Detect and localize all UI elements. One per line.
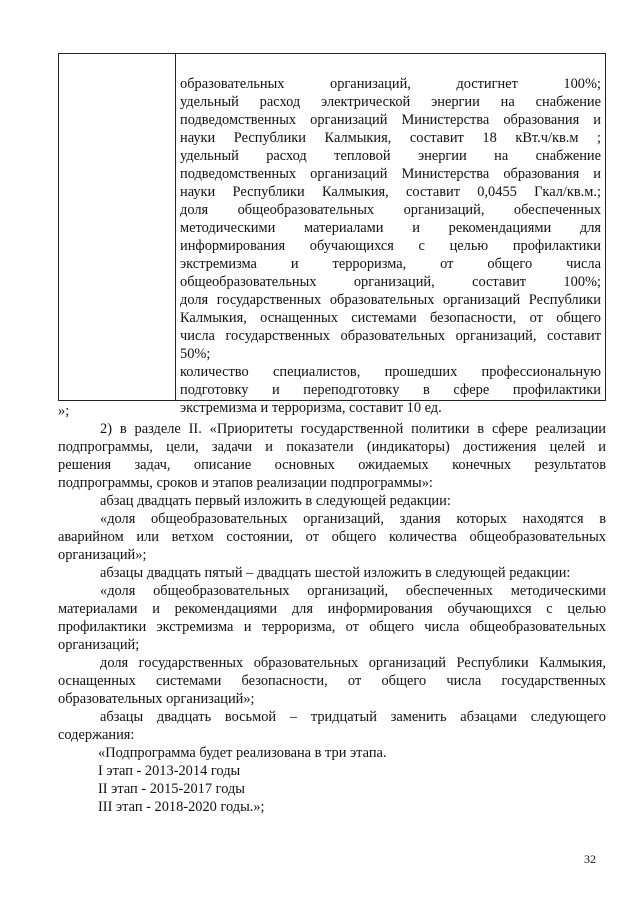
table-line: образовательных организаций, достигнет 100%; <box>180 76 601 92</box>
stages-intro: «Подпрограмма будет реализована в три этапа. <box>98 745 387 761</box>
table-line: количество специалистов, прошедших профессиональную <box>180 364 601 380</box>
table-indicators-cell <box>180 75 601 417</box>
paragraph-line: содержания: <box>58 727 135 743</box>
table-line: методическими материалами и рекомендациями для <box>180 220 601 236</box>
paragraph-25-26-instruction: абзацы двадцать пятый – двадцать шестой изложить в следующей редакции: <box>100 565 571 581</box>
table-line: науки Республики Калмыкия, составит 0,0455 Гкал/кв.м.; <box>180 184 601 200</box>
table-line: подготовку и переподготовку в сфере профилактики <box>180 382 601 398</box>
paragraph-line: материалами и рекомендациями для информирования обучающихся с целью <box>58 601 606 617</box>
page-number: 32 <box>584 852 596 866</box>
stages-list <box>58 762 606 816</box>
section-2-line: 2) в разделе II. «Приоритеты государственной политики в сфере реализации <box>100 421 606 437</box>
table-line: удельный расход электрической энергии на снабжение <box>180 94 601 110</box>
table-line: доля государственных образовательных организаций Республики <box>180 292 601 308</box>
section-2-paragraph <box>58 420 606 492</box>
paragraph-line: организаций»; <box>58 547 147 563</box>
quote-closer: »; <box>58 403 70 419</box>
section-2-line: решения задач, описание основных ожидаемых конечных результатов <box>58 457 606 473</box>
stage-item: III этап - 2018-2020 годы.»; <box>98 799 265 815</box>
paragraph-line: доля государственных образовательных организаций Республики Калмыкия, <box>100 655 606 671</box>
stage-item: I этап - 2013-2014 годы <box>98 763 241 779</box>
table-line: информирования обучающихся с целью профилактики <box>180 238 601 254</box>
table-line: 50%; <box>180 346 211 362</box>
paragraph-line: абзацы двадцать восьмой – тридцатый заменить абзацами следующего <box>100 709 606 725</box>
table-line: удельный расход тепловой энергии на снабжение <box>180 148 601 164</box>
paragraph-line: аварийном или ветхом состоянии, от общего количества общеобразовательных <box>58 529 606 545</box>
paragraph-line: «доля общеобразовательных организаций, обеспеченных методическими <box>100 583 606 599</box>
table-line: общеобразовательных организаций, составит 100%; <box>180 274 601 290</box>
paragraph-28-30-instruction <box>58 708 606 744</box>
paragraph-line: образовательных организаций»; <box>58 691 255 707</box>
table-line: числа государственных образовательных организаций, составит <box>180 328 601 344</box>
table-line: экстремизма и терроризма, от общего числа <box>180 256 601 272</box>
document-body <box>58 402 606 816</box>
indicators-table <box>58 53 606 416</box>
paragraph-line: оснащенных системами безопасности, от общего числа государственных <box>58 673 606 689</box>
table-line: доля общеобразовательных организаций, обеспеченных <box>180 202 601 218</box>
paragraph-line: организаций; <box>58 637 140 653</box>
table-line: науки Республики Калмыкия, составит 18 кВт.ч/кв.м ; <box>180 130 601 146</box>
paragraph-line: «доля общеобразовательных организаций, здания которых находятся в <box>100 511 606 527</box>
table-column-divider <box>175 54 176 400</box>
section-2-line: подпрограммы, сроков и этапов реализации подпрограммы»: <box>58 475 433 491</box>
table-line: экстремизма и терроризма, составит 10 ед. <box>180 400 442 416</box>
paragraph-25-text <box>58 582 606 654</box>
table-line: подведомственных организаций Министерства образования и <box>180 112 601 128</box>
stage-item: II этап - 2015-2017 годы <box>98 781 245 797</box>
section-2-line: подпрограммы, цели, задачи и показатели (индикаторы) достижения целей и <box>58 439 606 455</box>
table-line: Калмыкия, оснащенных системами безопасности, от общего <box>180 310 601 326</box>
table-line: подведомственных организаций Министерства образования и <box>180 166 601 182</box>
paragraph-26-text <box>58 654 606 708</box>
paragraph-line: профилактики экстремизма и терроризма, от общего числа общеобразовательных <box>58 619 606 635</box>
paragraph-21-text <box>58 510 606 564</box>
paragraph-21-instruction: абзац двадцать первый изложить в следующей редакции: <box>100 493 451 509</box>
